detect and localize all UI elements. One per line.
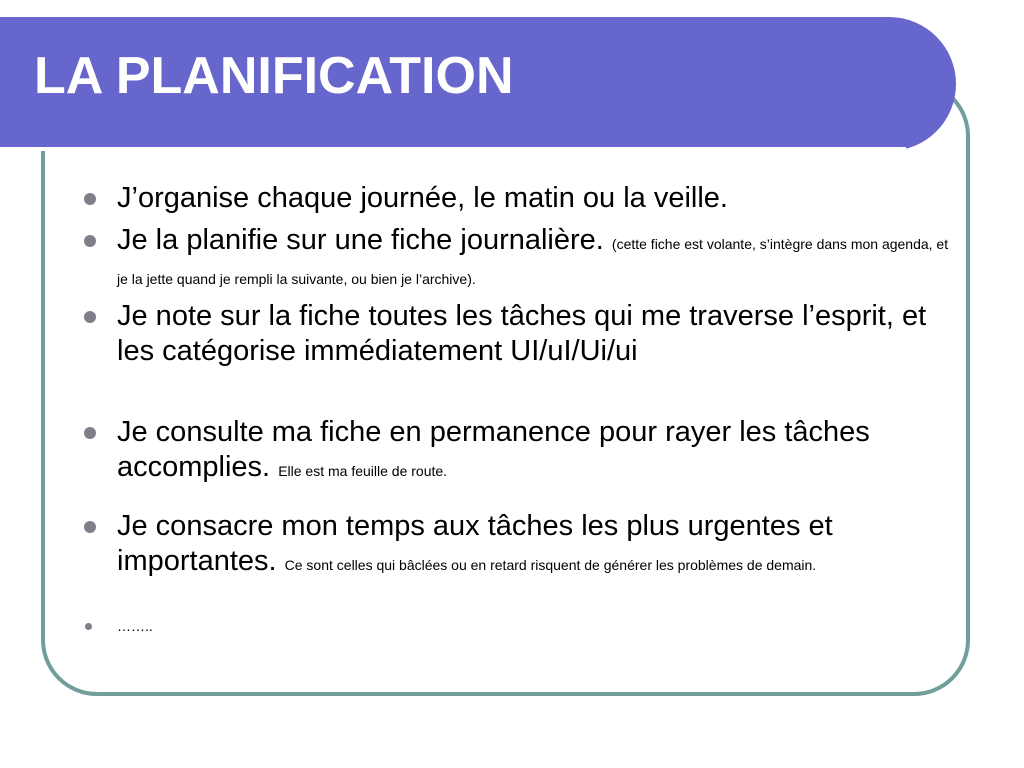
bullet-main-text: Je la planifie sur une fiche journalière.	[117, 224, 604, 256]
bullet-note: Elle est ma feuille de route.	[278, 463, 448, 479]
bullet-dot-icon	[84, 235, 96, 247]
bullet-main-text: ……..	[117, 618, 153, 634]
slide-title: LA PLANIFICATION	[34, 47, 514, 105]
bullet-item	[117, 181, 952, 216]
bullet-dot-icon	[84, 521, 96, 533]
bullet-main-text: J’organise chaque journée, le matin ou la veille.	[117, 182, 728, 214]
bullet-dot-icon	[84, 193, 96, 205]
bullet-main-text: Je consulte ma fiche en permanence pour rayer les tâches accomplies.	[117, 416, 870, 483]
bullet-main-text: Je note sur la fiche toutes les tâches qui me traverse l’esprit, et les catégorise immédiatement UI/uI/Ui/ui	[117, 300, 927, 367]
bullet-note: Ce sont celles qui bâclées ou en retard risquent de générer les problèmes de demain.	[284, 557, 817, 573]
bullet-item	[117, 299, 952, 369]
bullet-item	[117, 509, 952, 579]
bullet-dot-icon	[84, 311, 96, 323]
bullet-note: (cette fiche est volante, s’intègre dans mon agenda, et je la jette quand je rempli la suivante, ou bien je l’archive).	[117, 236, 949, 287]
bullet-item	[117, 223, 952, 293]
bullet-dot-icon	[85, 623, 92, 630]
bullet-item	[117, 617, 952, 635]
bullet-dot-icon	[84, 427, 96, 439]
bullet-item	[117, 415, 952, 485]
bullet-main-text: Je consacre mon temps aux tâches les plus urgentes et importantes.	[117, 510, 833, 577]
